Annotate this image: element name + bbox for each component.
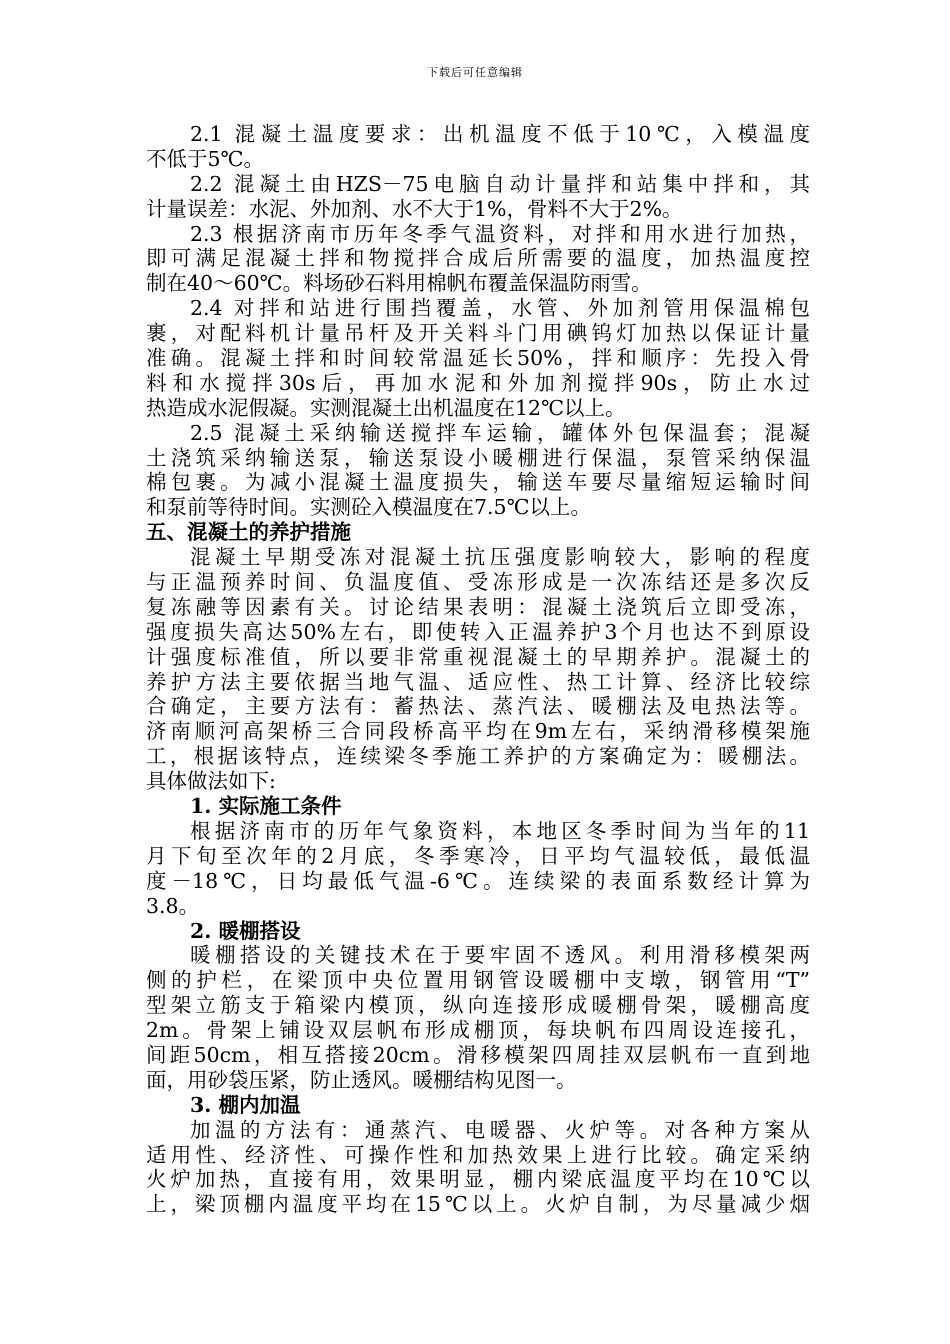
- section-heading: 五、混凝土的养护措施: [146, 520, 351, 545]
- text-line: 计强度标准值，所以要非常重视混凝土的早期养护。混凝土的: [146, 644, 810, 669]
- text-line: 2.4 对拌和站进行围挡覆盖，水管、外加剂管用保温棉包: [190, 296, 810, 321]
- text-line: 2.1 混凝土温度要求：出机温度不低于10℃，入模温度: [190, 122, 810, 146]
- text-line: 2m。骨架上铺设双层帆布形成棚顶，每块帆布四周设连接孔，: [146, 1018, 810, 1043]
- document-body: [146, 122, 810, 1217]
- text-line: 即可满足混凝土拌和物搅拌合成后所需要的温度，加热温度控: [146, 246, 810, 271]
- text-line: 养护方法主要依据当地气温、适应性、热工计算、经济比较综: [146, 669, 810, 694]
- text-line: 加温的方法有：通蒸汽、电暖器、火炉等。对各种方案从: [190, 1117, 810, 1142]
- text-line: 工，根据该特点，连续梁冬季施工养护的方案确定为：暖棚法。: [146, 744, 810, 769]
- text-line: 制在40～60℃。料场砂石料用棉帆布覆盖保温防雨雪。: [146, 271, 652, 296]
- text-line: 适用性、经济性、可操作性和加热效果上进行比较。确定采纳: [146, 1142, 810, 1167]
- text-line: 度－18℃，日均最低气温-6℃。连续梁的表面系数经计算为: [146, 868, 810, 893]
- text-line: 热造成水泥假凝。实测混凝土出机温度在12℃以上。: [146, 395, 626, 420]
- text-line: 2.3 根据济南市历年冬季气温资料，对拌和用水进行加热，: [190, 221, 810, 246]
- text-line: 型架立筋支于箱梁内模顶，纵向连接形成暖棚骨架，暖棚高度: [146, 993, 810, 1018]
- text-line: 土浇筑采纳输送泵，输送泵设小暖棚进行保温，泵管采纳保温: [146, 445, 810, 470]
- text-line: 火炉加热，直接有用，效果明显，棚内梁底温度平均在10℃以: [146, 1167, 810, 1192]
- text-line: 棉包裹。为减小混凝土温度损失，输送车要尽量缩短运输时间: [146, 470, 810, 495]
- text-line: 和泵前等待时间。实测砼入模温度在7.5℃以上。: [146, 495, 592, 520]
- text-line: 复冻融等因素有关。讨论结果表明：混凝土浇筑后立即受冻，: [146, 594, 810, 619]
- text-line: 2.2 混凝土由HZS－75电脑自动计量拌和站集中拌和，其: [190, 171, 810, 196]
- text-line: 侧的护栏，在梁顶中央位置用钢管设暖棚中支墩，钢管用“T”: [146, 968, 810, 993]
- page-header: 下载后可任意编辑: [427, 66, 523, 79]
- section-heading: 3. 棚内加温: [190, 1092, 301, 1117]
- text-line: 根据济南市的历年气象资料，本地区冬季时间为当年的11: [190, 818, 810, 843]
- text-line: 强度损失高达50%左右，即使转入正温养护3个月也达不到原设: [146, 619, 810, 644]
- text-line: 2.5 混凝土采纳输送搅拌车运输，罐体外包保温套；混凝: [190, 420, 810, 445]
- text-line: 上，梁顶棚内温度平均在15℃以上。火炉自制，为尽量减少烟: [146, 1192, 810, 1217]
- text-line: 3.8。: [146, 893, 200, 918]
- text-line: 料和水搅拌30s后，再加水泥和外加剂搅拌90s，防止水过: [146, 370, 810, 395]
- text-line: 具体做法如下:: [146, 769, 276, 794]
- text-line: 面，用砂袋压紧，防止透风。暖棚结构见图一。: [146, 1067, 577, 1092]
- text-line: 裹，对配料机计量吊杆及开关料斗门用碘钨灯加热以保证计量: [146, 321, 810, 346]
- section-heading: 2. 暖棚搭设: [190, 918, 301, 943]
- text-line: 暖棚搭设的关键技术在于要牢固不透风。利用滑移模架两: [190, 943, 810, 968]
- text-line: 混凝土早期受冻对混凝土抗压强度影响较大，影响的程度: [190, 545, 810, 570]
- text-line: 济南顺河高架桥三合同段桥高平均在9m左右，采纳滑移模架施: [146, 719, 810, 744]
- text-line: 准确。混凝土拌和时间较常温延长50%，拌和顺序：先投入骨: [146, 346, 810, 371]
- section-heading: 1. 实际施工条件: [190, 794, 342, 819]
- text-line: 月下旬至次年的2月底，冬季寒冷，日平均气温较低，最低温: [146, 843, 810, 868]
- text-line: 不低于5℃。: [146, 146, 264, 171]
- text-line: 计量误差：水泥、外加剂、水不大于1%，骨料不大于2%。: [146, 196, 683, 221]
- text-line: 与正温预养时间、负温度值、受冻形成是一次冻结还是多次反: [146, 570, 810, 595]
- text-line: 合确定，主要方法有：蓄热法、蒸汽法、暖棚法及电热法等。: [146, 694, 810, 719]
- text-line: 间距50cm，相互搭接20cm。滑移模架四周挂双层帆布一直到地: [146, 1042, 810, 1067]
